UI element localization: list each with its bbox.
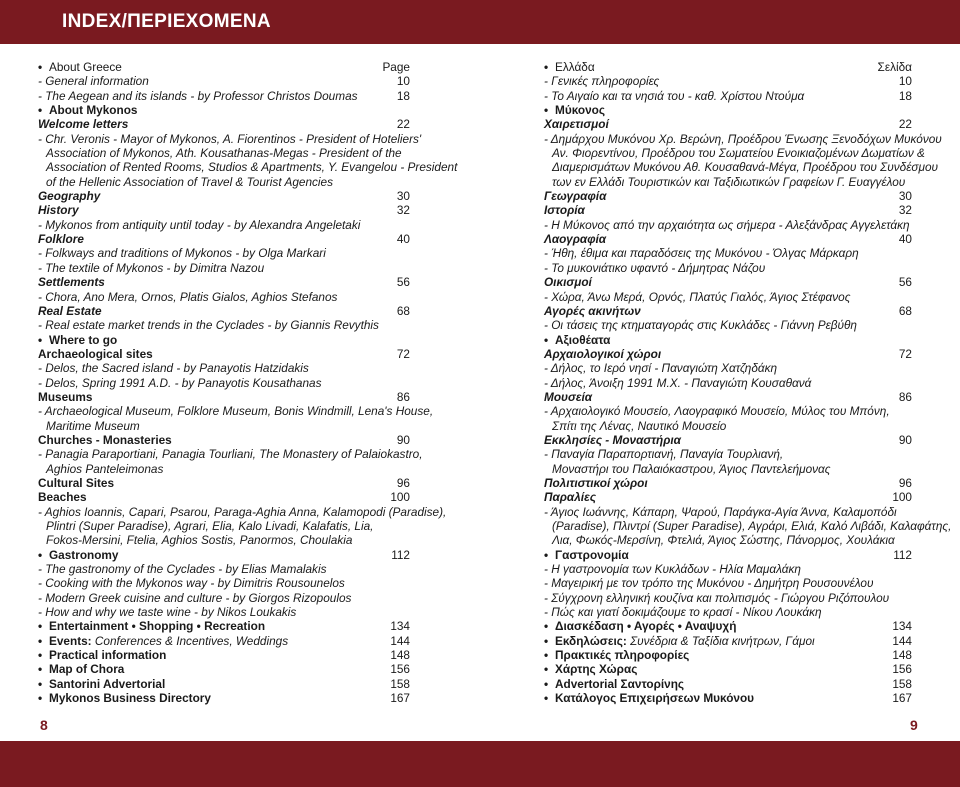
entry-page-number: 40 (898, 232, 912, 247)
entry-title: Museums (38, 389, 93, 404)
entry-title: Αρχαιολογικοί χώροι (544, 346, 662, 361)
entry-title (38, 634, 288, 648)
index-entry (544, 390, 912, 404)
index-entry (38, 462, 410, 476)
entry-title: • Santorini Advertorial (38, 677, 165, 691)
index-entry (544, 562, 912, 576)
index-entry (38, 504, 447, 519)
entry-title: - Δημάρχου Μυκόνου Χρ. Βερώνη, Προέδρου Ένωσης Ξενοδόχων Μυκόνου (544, 131, 942, 146)
index-entry (38, 175, 410, 189)
index-entry (544, 333, 912, 347)
entry-title: - General information (38, 74, 149, 89)
entry-label: Εκδηλώσεις: (555, 633, 627, 648)
entry-title: Settlements (38, 275, 105, 290)
entry-title: - Ήθη, έθιμα και παραδόσεις της Μυκόνου - Όλγας Μάρκαρη (544, 246, 859, 261)
entry-title: • Where to go (38, 333, 117, 347)
entry-title: - Γενικές πληροφορίες (544, 74, 660, 89)
entry-title: Παραλίες (544, 490, 597, 505)
entry-title: Χαιρετισμοί (544, 117, 609, 132)
page-number-left: 8 (40, 717, 48, 733)
index-entry (544, 261, 912, 275)
entry-page-number: 22 (396, 117, 410, 132)
index-entry (544, 433, 912, 447)
entry-page-number: 134 (390, 619, 410, 634)
index-entry (544, 89, 912, 103)
index-entry (38, 591, 410, 605)
entry-title: Αν. Φιορεντίνου, Προέδρου του Σωματείου Ενοικιαζομένων Δωματίων & (552, 146, 925, 161)
index-entry (38, 347, 410, 361)
index-entry (38, 677, 410, 691)
entry-page-number: 112 (391, 547, 410, 562)
entry-title: - The textile of Mykonos - by Dimitra Nazou (38, 260, 265, 275)
index-entry (38, 390, 410, 404)
entry-page-number: 100 (390, 490, 410, 505)
index-entry (38, 146, 410, 160)
entry-page-number: 96 (396, 475, 410, 490)
entry-title: - Folkways and traditions of Mykonos - by Olga Markari (38, 246, 326, 261)
entry-page-number: 90 (396, 432, 410, 447)
entry-title: - Παναγία Παραπορτιανή, Παναγία Τουρλιανή, (544, 447, 784, 462)
entry-page-number: 96 (898, 475, 912, 490)
index-entry (38, 203, 410, 217)
entry-title: Plintri (Super Paradise), Agrari, Elia, Kalo Livadi, Kalafatis, Lia, (46, 519, 374, 533)
index-entry (38, 648, 410, 662)
entry-page-number: 68 (898, 303, 912, 318)
index-entry (544, 404, 912, 418)
entry-title: Geography (38, 189, 101, 204)
index-entry (544, 361, 912, 375)
entry-page-number: 148 (892, 648, 912, 663)
index-entry (38, 318, 410, 332)
entry-title: - Μαγειρική με τον τρόπο της Μυκόνου - Δημήτρη Ρουσουνέλου (544, 576, 874, 591)
entry-page-number: 156 (390, 662, 410, 677)
entry-title: • About Greece (38, 60, 122, 74)
entry-page-number: 148 (390, 648, 410, 663)
index-entry (544, 189, 912, 203)
entry-page-number: 86 (898, 389, 912, 404)
entry-title: • Gastronomy (38, 548, 119, 562)
entry-title: Εκκλησίες - Μοναστήρια (544, 432, 682, 447)
entry-title: - Το Αιγαίο και τα νησιά του - καθ. Χρίστου Ντούμα (544, 88, 805, 103)
entry-title: Οικισμοί (544, 275, 592, 290)
entry-title: Διαμερισμάτων Μυκόνου Αθ. Κουσαθανά-Μέγα, Προέδρου του Συνδέσμου (552, 160, 939, 175)
index-entry (544, 117, 912, 131)
index-entry (544, 476, 912, 490)
index-entry (544, 290, 912, 304)
entry-title: - Archaeological Museum, Folklore Museum, Bonis Windmill, Lena's House, (38, 404, 434, 419)
index-entry (38, 404, 434, 419)
index-entry (544, 576, 912, 590)
index-entry (38, 634, 410, 648)
index-entry (544, 548, 912, 562)
index-entry (38, 218, 410, 232)
entry-page-number: 22 (898, 117, 912, 132)
entry-title: Πολιτιστικοί χώροι (544, 475, 648, 490)
index-entry (544, 648, 912, 662)
entry-title: - Οι τάσεις της κτηματαγοράς στις Κυκλάδες - Γιάννη Ρεβύθη (544, 318, 857, 333)
index-entry (38, 376, 410, 390)
entry-page-number: 167 (390, 691, 410, 706)
index-entry (38, 361, 410, 375)
index-entry (544, 634, 912, 648)
entry-page-number: 32 (396, 203, 410, 218)
entry-title: - Δήλος, το Ιερό νησί - Παναγιώτη Χατζηδάκη (544, 361, 778, 376)
index-entry (38, 160, 458, 175)
entry-title: Archaeological sites (38, 346, 153, 361)
entry-page-number: 10 (396, 74, 410, 89)
entry-page-number: 72 (396, 346, 410, 361)
entry-title: - Panagia Paraportiani, Panagia Tourliani, The Monastery of Palaiokastro, (38, 447, 423, 462)
entry-page-number: 112 (893, 547, 912, 562)
index-entry (38, 290, 410, 304)
index-entry (544, 60, 912, 74)
entry-title: • Ελλάδα (544, 60, 595, 74)
entry-page-number: 144 (892, 633, 912, 648)
entry-title: • Κατάλογος Επιχειρήσεων Μυκόνου (544, 691, 754, 705)
entry-page-number: 158 (892, 676, 912, 691)
entry-title: (Paradise), Πλιντρί (Super Paradise), Αγράρι, Ελιά, Καλό Λιβάδι, Καλαφάτης, (552, 519, 952, 533)
index-entry (544, 677, 912, 691)
entry-page-number: 18 (898, 88, 912, 103)
entry-title: - Πώς και γιατί δοκιμάζουμε το κρασί - Νίκου Λουκάκη (544, 605, 822, 620)
entry-title: - Real estate market trends in the Cyclades - by Giannis Revythis (38, 318, 379, 333)
entry-title (544, 634, 815, 648)
entry-title: • Entertainment • Shopping • Recreation (38, 619, 265, 633)
index-entry (544, 505, 912, 519)
entry-page-number: 72 (898, 346, 912, 361)
index-column-greek (544, 60, 952, 706)
entry-title: Γεωγραφία (544, 189, 607, 204)
index-entry (38, 117, 410, 131)
index-entry (38, 605, 410, 619)
entry-title: Αγορές ακινήτων (544, 303, 641, 318)
entry-title: Aghios Panteleimonas (46, 461, 164, 476)
entry-title: - Aghios Ioannis, Capari, Psarou, Paraga-Aghia Anna, Kalamopodi (Paradise), (38, 504, 447, 519)
entry-page-number: 10 (898, 74, 912, 89)
entry-title: - The Aegean and its islands - by Professor Christos Doumas (38, 88, 358, 103)
index-entry (544, 691, 912, 705)
entry-title: των εν Ελλάδι Τουριστικών και Ταξιδιωτικών Γραφείων Γ. Ευαγγέλου (552, 174, 906, 189)
index-entry (544, 203, 912, 217)
entry-title: • Practical information (38, 648, 166, 662)
entry-title: - Η γαστρονομία των Κυκλάδων - Ηλία Μαμαλάκη (544, 562, 801, 577)
entry-title: - How and why we taste wine - by Nikos Loukakis (38, 605, 297, 620)
entry-title: Association of Rented Rooms, Studios & Apartments, Y. Evangelou - President (46, 160, 458, 175)
index-entry (544, 490, 912, 504)
entry-title: - Delos, Spring 1991 A.D. - by Panayotis Kousathanas (38, 375, 322, 390)
index-entry (544, 160, 939, 175)
index-entry (544, 146, 925, 161)
entry-title: Folklore (38, 232, 84, 247)
entry-title: • Mykonos Business Directory (38, 691, 211, 705)
entry-title: Real Estate (38, 303, 102, 318)
index-entry (544, 605, 912, 619)
entry-page-number: Σελίδα (877, 60, 912, 74)
entry-page-number: 100 (892, 490, 912, 505)
entry-title: Welcome letters (38, 117, 129, 132)
index-entry (544, 175, 912, 189)
index-entry (544, 131, 942, 146)
entry-page-number: 167 (892, 691, 912, 706)
index-entry (38, 261, 410, 275)
index-entry (544, 218, 912, 232)
entry-page-number: 158 (390, 676, 410, 691)
entry-title: • About Mykonos (38, 103, 137, 117)
entry-title: Cultural Sites (38, 475, 115, 490)
entry-title: • Χάρτης Χώρας (544, 662, 637, 676)
index-entry (544, 376, 912, 390)
entry-title: - Δήλος, Άνοιξη 1991 Μ.Χ. - Παναγιώτη Κουσαθανά (544, 375, 812, 390)
entry-title: Λια, Φωκός-Μερσίνη, Φτελιά, Άγιος Σώστης, Πάνορμος, Χουλάκια (552, 533, 895, 548)
index-entry (544, 318, 912, 332)
index-entry (544, 347, 912, 361)
index-entry (544, 304, 912, 318)
index-entry (544, 519, 952, 533)
entry-title: • Διασκέδαση • Αγορές • Αναψυχή (544, 619, 736, 633)
entry-page-number: 56 (396, 275, 410, 290)
entry-title: Ιστορία (544, 203, 585, 218)
entry-title: Λαογραφία (544, 232, 607, 247)
entry-page-number: 30 (396, 189, 410, 204)
entry-title: • Μύκονος (544, 103, 605, 117)
entry-title: • Πρακτικές πληροφορίες (544, 648, 689, 662)
index-entry (38, 562, 410, 576)
index-entry (544, 619, 912, 633)
index-entry (38, 476, 410, 490)
entry-title: Σπίτι της Λένας, Ναυτικό Μουσείο (552, 418, 727, 433)
entry-page-number: 32 (898, 203, 912, 218)
index-entry (544, 246, 912, 260)
index-entry (38, 74, 410, 88)
index-entry (38, 433, 410, 447)
index-entry (38, 60, 410, 74)
index-entry (38, 662, 410, 676)
entry-title: History (38, 203, 79, 218)
index-entry (38, 333, 410, 347)
entry-title: - Χώρα, Άνω Μερά, Ορνός, Πλατύς Γιαλός, Άγιος Στέφανος (544, 289, 851, 304)
entry-subtitle: Conferences & Incentives, Weddings (91, 633, 289, 648)
index-entry (38, 691, 410, 705)
entry-title: Μοναστήρι του Παλαιόκαστρου, Άγιος Παντελεήμονας (552, 461, 831, 476)
entry-title: - Chr. Veronis - Mayor of Mykonos, A. Fiorentinos - President of Hoteliers' (38, 131, 422, 146)
index-entry (38, 519, 410, 533)
index-entry (38, 232, 410, 246)
index-entry (38, 189, 410, 203)
entry-title: Association of Mykonos, Ath. Kousathanas-Megas - President of the (46, 146, 402, 161)
entry-page-number: 18 (396, 88, 410, 103)
entry-title: - The gastronomy of the Cyclades - by Elias Mamalakis (38, 562, 327, 577)
index-entry (544, 462, 912, 476)
index-entry (38, 447, 423, 462)
entry-page-number: 86 (396, 389, 410, 404)
entry-title: • Γαστρονομία (544, 548, 629, 562)
entry-subtitle: Συνέδρια & Ταξίδια κινήτρων, Γάμοι (626, 633, 815, 648)
entry-title: • Αξιοθέατα (544, 333, 610, 347)
entry-page-number: 56 (898, 275, 912, 290)
index-entry (38, 533, 410, 547)
index-entry (544, 275, 912, 289)
page-number-right: 9 (910, 717, 918, 733)
index-entry (38, 619, 410, 633)
index-column-english (38, 60, 458, 706)
entry-page-number: 156 (892, 662, 912, 677)
index-entry (544, 232, 912, 246)
index-entry (544, 419, 912, 433)
index-entry (38, 576, 410, 590)
entry-title: • Map of Chora (38, 662, 124, 676)
entry-title: - Άγιος Ιωάννης, Κάπαρη, Ψαρού, Παράγκα-Αγία Άννα, Καλαμοπόδι (544, 504, 897, 519)
entry-page-number: 90 (898, 432, 912, 447)
entry-title: Maritime Museum (46, 418, 140, 433)
entry-page-number: 30 (898, 189, 912, 204)
entry-page-number: 68 (396, 303, 410, 318)
index-entry (38, 419, 410, 433)
entry-page-number: 40 (396, 232, 410, 247)
entry-title: - Cooking with the Mykonos way - by Dimitris Rousounelos (38, 576, 345, 591)
entry-page-number: 134 (892, 619, 912, 634)
index-entry (544, 662, 912, 676)
index-entry (544, 74, 912, 88)
entry-title: - Delos, the Sacred island - by Panayotis Hatzidakis (38, 361, 309, 376)
index-entry (544, 591, 912, 605)
entry-title: - Η Μύκονος από την αρχαιότητα ως σήμερα - Αλεξάνδρας Αγγελετάκη (544, 217, 910, 232)
entry-page-number: Page (382, 60, 410, 74)
entry-title: - Αρχαιολογικό Μουσείο, Λαογραφικό Μουσείο, Μύλος του Μπόνη, (544, 404, 890, 419)
entry-title: Μουσεία (544, 389, 593, 404)
entry-label: Events: (49, 633, 92, 648)
entry-title: Churches - Monasteries (38, 432, 172, 447)
entry-title: of the Hellenic Association of Travel & Tourist Agencies (46, 174, 333, 189)
index-entry (38, 131, 422, 146)
index-entry (38, 246, 410, 260)
index-entry (544, 533, 912, 547)
index-entry (38, 548, 410, 562)
index-entry (38, 304, 410, 318)
entry-title: Beaches (38, 490, 87, 505)
footer-band (0, 741, 960, 787)
index-entry (544, 103, 912, 117)
index-entry (38, 103, 410, 117)
header-band (0, 0, 960, 44)
index-entry (544, 447, 912, 461)
page-title: INDEX/ΠΕΡΙΕΧΟΜΕΝΑ (62, 11, 271, 32)
entry-title: - Σύγχρονη ελληνική κουζίνα και πολιτισμός - Γιώργου Ριζόπουλου (544, 590, 890, 605)
entry-title: - Το μυκονιάτικο υφαντό - Δήμητρας Νάζου (544, 260, 766, 275)
entry-title: • Advertorial Σαντορίνης (544, 677, 684, 691)
index-entry (38, 275, 410, 289)
entry-title: - Modern Greek cuisine and culture - by Giorgos Rizopoulos (38, 590, 352, 605)
entry-page-number: 144 (390, 633, 410, 648)
index-entry (38, 490, 410, 504)
entry-title: Fokos-Mersini, Ftelia, Aghios Sostis, Panormos, Choulakia (46, 533, 353, 548)
entry-title: - Chora, Ano Mera, Ornos, Platis Gialos, Aghios Stefanos (38, 289, 338, 304)
index-entry (38, 89, 410, 103)
entry-title: - Mykonos from antiquity until today - by Alexandra Angeletaki (38, 217, 361, 232)
